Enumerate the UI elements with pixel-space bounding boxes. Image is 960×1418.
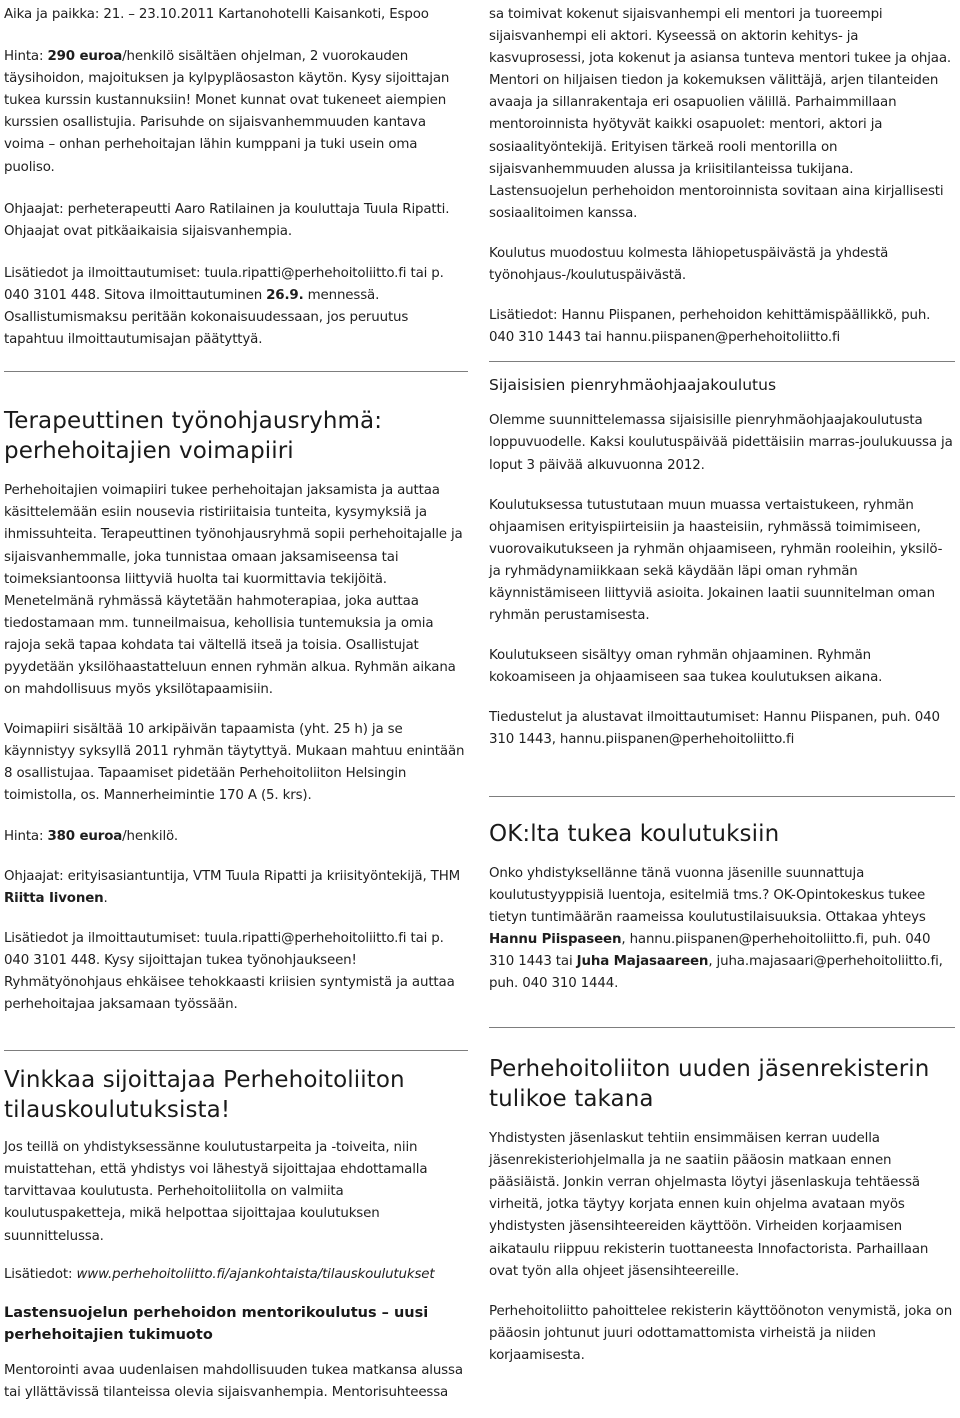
- sijaisisien-subtitle: Sijaisisien pienryhmäohjaajakoulutus: [489, 376, 777, 395]
- section-title-jasenrekisteri: Perhehoitoliiton uuden jäsenrekisterin tulikoe takana: [489, 1056, 930, 1113]
- mentor-training-subtitle: Lastensuojelun perhehoidon mentorikoulutus – uusi perhehoitajien tukimuoto: [4, 1304, 429, 1343]
- section-divider: [489, 1027, 955, 1028]
- sijaisisien-contact: Tiedustelut ja alustavat ilmoittautumiset: Hannu Piispanen, puh. 040 310 1443, hannu.piispanen@perhehoitoliitto.fi: [489, 710, 940, 748]
- section-divider: [489, 361, 955, 362]
- voimapiiri-instructors: Ohjaajat: erityisasiantuntija, VTM Tuula Ripatti ja kriisityöntekijä, THM Riitta Iivonen.: [4, 868, 461, 906]
- voimapiiri-registration: Lisätiedot ja ilmoittautumiset: tuula.ripatti@perhehoitoliitto.fi tai p. 040 3101 448. Kysy sijoittajan tukea työnohjaukseen! Ryhmätyönohjaus ehkäisee tehokkaasti kriisien syntymistä ja auttaa perhehoitajaa jaksamaan työssään.: [4, 930, 455, 1013]
- event-price: Hinta: 290 euroa/henkilö sisältäen ohjelman, 2 vuorokauden täysihoidon, majoituksen ja kylpypläosaston käytön. Kysy sijoittajan tukea kurssin kustannuksiin! Monet kunnat ovat tukeneet aiempien kurssien osallistujia. Parisuhde on sijaisvanhemmuuden kantava voima – onhan perhehoitajan lähin kumppani ja tuki usein oma puoliso.: [4, 49, 450, 175]
- section-title-voimapiiri: Terapeuttinen työnohjausryhmä: perhehoitajien voimapiiri: [4, 408, 383, 465]
- section-divider: [4, 1050, 468, 1051]
- mentor-training-intro: Mentorointi avaa uudenlaisen mahdollisuuden tukea matkansa alussa tai yllättävissä tilanteissa olevia sijaisvanhempia. Mentorisuhteessa: [4, 1362, 463, 1400]
- jasenrekisteri-apology: Perhehoitoliitto pahoittelee rekisterin käyttöönoton venymistä, joka on pääosin johtunut juuri odottamattomista virheistä ja niiden korjaamisesta.: [489, 1303, 953, 1363]
- sijaisisien-intro: Olemme suunnittelemassa sijaisisille pienryhmäohjaajakoulutusta loppuvuodelle. Kaksi koulutuspäivää pidettäisiin marras-joulukuussa ja loput 3 päivää alkuvuonna 2012.: [489, 413, 953, 473]
- section-title-ok-koulutus: OK:lta tukea koulutuksiin: [489, 820, 780, 847]
- voimapiiri-price: Hinta: 380 euroa/henkilö.: [4, 828, 178, 844]
- ok-koulutus-description: Onko yhdistyksellänne tänä vuonna jäsenille suunnattuja koulutustyyppisiä luentoja, esitelmiä tms.? OK-Opintokeskus tukee tietyn tuntimäärän raameissa koulutustilaisuuksia. Ottakaa yhteys Hannu Piispaseen, hannu.piispanen@perhehoitoliitto.fi, puh. 040 310 1443 tai Juha Majasaareen, juha.majasaari@perhehoitoliitto.fi, puh. 040 310 1444.: [489, 865, 943, 991]
- event-registration: Lisätiedot ja ilmoittautumiset: tuula.ripatti@perhehoitoliitto.fi tai p. 040 3101 448. Sitova ilmoittautuminen 26.9. mennessä. Osallistumismaksu peritään kokonaisuudessaan, jos peruutus tapahtuu ilmoittautumisajan päätyttyä.: [4, 265, 444, 348]
- jasenrekisteri-description: Yhdistysten jäsenlaskut tehtiin ensimmäisen kerran uudella jäsenrekisteriohjelmalla ja ne saatiin pääosin matkaan ennen pääsiäistä. Jonkin verran ohjelmasta löytyi jäsenlaskuja tehtäessä virheitä, jotka täytyy korjata ennen kuin ohjelma avataan myös yhdistysten jäsensihteereiden käyttöön. Virheiden korjaamisen aikataulu riippuu rekisterin tuottaneesta Innofactorista. Parhaillaan ovat työn alla ohjeet jäsensihteereille.: [489, 1131, 929, 1279]
- sijaisisien-guidance: Koulutukseen sisältyy oman ryhmän ohjaaminen. Ryhmän kokoamiseen ja ohjaamiseen saa tukea koulutuksen aikana.: [489, 648, 883, 686]
- event-time-place: Aika ja paikka: 21. – 23.10.2011 Kartanohotelli Kaisankoti, Espoo: [4, 7, 429, 22]
- voimapiiri-description: Perhehoitajien voimapiiri tukee perhehoitajan jaksamista ja auttaa käsittelemään esiin nousevia ristiriitaisia tunteita, kysymyksiä ja ihmissuhteita. Terapeuttinen työnohjausryhmä sopii perhehoitajalle ja sijaisvanhemmalle, joka tunnistaa omaan jaksamiseensa tai toimeksiantoonsa liittyviä huolta tai kuormittavia tekijöitä. Menetelmänä ryhmässä käytetään hahmoterapiaa, joka auttaa tiedostamaan mm. tunneilmaisua, kehollisia tuntemuksia ja omia rajoja sekä tapaa kohdata tai vältellä itseä ja toisia. Osallistujat pyydetään yksilöhaastatteluun ennen ryhmän alkua. Ryhmän aikana on mahdollisuus myös yksilötapaamisiin.: [4, 483, 463, 698]
- right-column: [489, 0, 955, 1367]
- tilauskoulutus-link-line: Lisätiedot: www.perhehoitoliitto.fi/ajankohtaista/tilauskoulutukset: [4, 1266, 435, 1282]
- mentor-description: sa toimivat kokenut sijaisvanhempi eli mentori ja tuoreempi sijaisvanhempi eli aktori. Kyseessä on aktorin kehitys- ja kasvuprosessi, jota kokenut ja asiansa tunteva mentori tukee ja ohjaa. Mentori on hiljaisen tiedon ja kokemuksen välittäjä, arjen tilanteiden avaaja ja sillanrakentaja eri osapuolien välillä. Parhaimmillaan mentoroinnista hyötyvät kaikki osapuolet: mentori, aktori ja sosiaalityöntekijä. Erityisen tärkeä rooli mentorilla on sijaisvanhemmuuden alussa ja kriisitilanteissa tukijana. Lastensuojelun perhehoidon mentoroinnista sovitaan aina kirjallisesti sosiaalitoimen kanssa.: [489, 7, 952, 221]
- section-divider: [489, 796, 955, 797]
- mentor-structure: Koulutus muodostuu kolmesta lähiopetuspäivästä ja yhdestä työnohjaus-/koulutuspäivästä.: [489, 245, 889, 284]
- voimapiiri-details: Voimapiiri sisältää 10 arkipäivän tapaamista (yht. 25 h) ja se käynnistyy syksyllä 2011 ryhmän täytyttyä. Mukaan mahtuu enintään 8 osallistujaa. Tapaamiset pidetään Perhehoitoliiton Helsingin toimistolla, os. Mannerheimintie 170 A (5. krs).: [4, 722, 465, 804]
- left-column: [4, 0, 468, 1404]
- event-instructors: Ohjaajat: perheterapeutti Aaro Ratilainen ja kouluttaja Tuula Ripatti. Ohjaajat ovat pitkäaikaisia sijaisvanhempia.: [4, 201, 450, 239]
- section-divider: [4, 371, 468, 372]
- section-title-tilauskoulutukset: Vinkkaa sijoittajaa Perhehoitoliiton tilauskoulutuksista!: [4, 1067, 405, 1124]
- tilauskoulutus-link[interactable]: www.perhehoitoliitto.fi/ajankohtaista/tilauskoulutukset: [76, 1266, 435, 1282]
- sijaisisien-content: Koulutuksessa tutustutaan muun muassa vertaistukeen, ryhmän ohjaamisen erityispiirteisiin ja haasteisiin, ryhmässä toimimiseen, vuorovaikutukseen ja ryhmän ohjaamiseen, ryhmän rooleihin, yksilö- ja ryhmädynamiikkaan sekä käydään läpi oman ryhmän käynnistämiseen liittyviä asioita. Jokainen laatii suunnitelman oman ryhmän perustamisesta.: [489, 497, 943, 624]
- mentor-contact: Lisätiedot: Hannu Piispanen, perhehoidon kehittämispäällikkö, puh. 040 310 1443 tai hannu.piispanen@perhehoitoliitto.fi: [489, 308, 931, 346]
- tilauskoulutus-description: Jos teillä on yhdistyksessänne koulutustarpeita ja -toiveita, niin muistattehan, että yhdistys voi lähestyä sijoittajaa ehdottamalla tarvittavaa koulutusta. Perhehoitoliitolla on valmiita koulutuspaketteja, mikä helpottaa sijoittajaa koulutuksen suunnittelussa.: [4, 1140, 428, 1244]
